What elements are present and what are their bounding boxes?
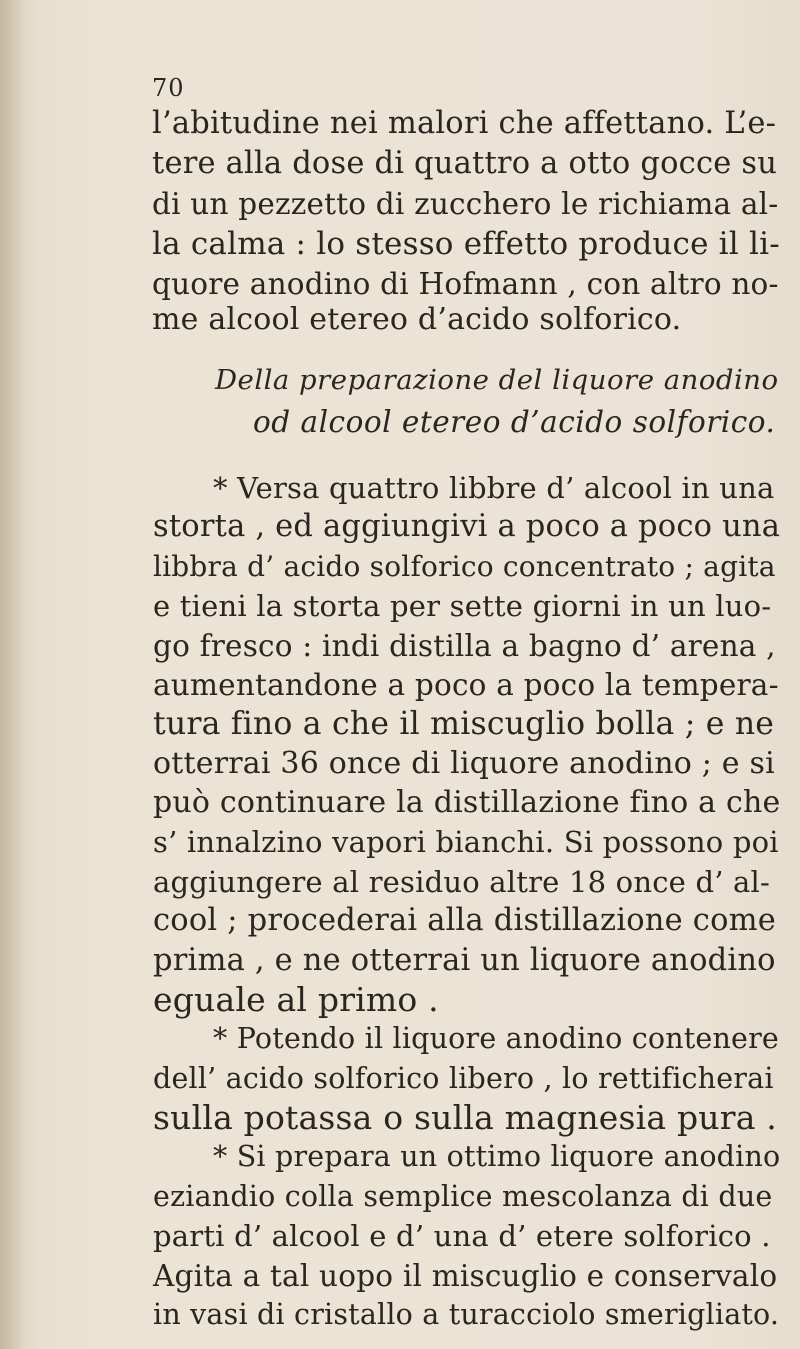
text-line: tere alla dose di quattro a otto gocce su [152, 146, 778, 181]
text-line: libbra d’ acido solforico concentrato ; agita [153, 550, 776, 583]
text-line: quore anodino di Hofmann , con altro no- [152, 267, 779, 301]
text-line: può continuare la distillazione fino a che [153, 785, 781, 820]
text-line: go fresco : indi distilla a bagno d’ arena , [153, 629, 776, 663]
text-line: la calma : lo stesso effetto produce il li- [152, 226, 780, 262]
section-heading-line: od alcool etereo d’acido solforico. [253, 405, 776, 439]
text-line: dell’ acido solforico libero , lo rettificherai [153, 1062, 774, 1095]
text-line: tura fino a che il miscuglio bolla ; e ne [153, 706, 775, 742]
page-number: 70 [152, 74, 185, 102]
text-line: di un pezzetto di zucchero le richiama al- [152, 187, 779, 221]
text-line: aggiungere al residuo altre 18 once d’ al- [153, 865, 771, 899]
text-line: s’ innalzino vapori bianchi. Si possono poi [153, 825, 779, 859]
text-line: l’abitudine nei malori che affettano. L’e- [152, 106, 777, 141]
text-line: aumentandone a poco a poco la tempera- [153, 668, 779, 702]
text-line: me alcool etereo d’acido solforico. [152, 302, 682, 337]
text-line: storta , ed aggiungivi a poco a poco una [153, 509, 781, 544]
text-line: otterrai 36 once di liquore anodino ; e si [153, 746, 775, 781]
text-line: e tieni la storta per sette giorni in un luo- [153, 589, 772, 623]
text-line: sulla potassa o sulla magnesia pura . [153, 1098, 777, 1137]
text-line: Agita a tal uopo il miscuglio e conservalo [153, 1259, 778, 1293]
text-line: in vasi di cristallo a turacciolo smerigliato. [153, 1298, 780, 1331]
section-heading-line: Della preparazione del liquore anodino [215, 364, 779, 396]
text-line: * Versa quattro libbre d’ alcool in una [213, 471, 775, 505]
text-line: eguale al primo . [153, 980, 439, 1019]
text-line: * Potendo il liquore anodino contenere [213, 1022, 779, 1055]
text-line: parti d’ alcool e d’ una d’ etere solforico . [153, 1219, 771, 1253]
text-line: cool ; procederai alla distillazione come [153, 903, 777, 938]
text-line: * Si prepara un ottimo liquore anodino [213, 1140, 781, 1173]
text-line: eziandio colla semplice mescolanza di due [153, 1180, 773, 1213]
text-line: prima , e ne otterrai un liquore anodino [153, 943, 776, 978]
page-edge-shadow [0, 0, 26, 1349]
